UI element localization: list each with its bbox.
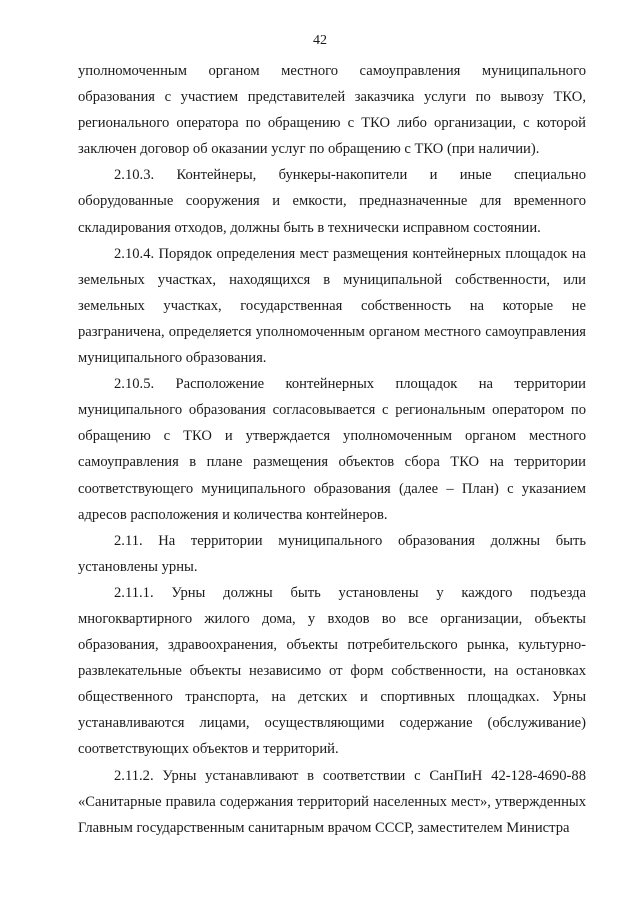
paragraph-2-10-4: 2.10.4. Порядок определения мест размещения контейнерных площадок на земельных участках, находящихся в муниципальной собственности, или земельных участках, государственная собственность на которые не разграничена, определяется уполномоченным органом местного самоуправления муниципального образования. — [78, 245, 586, 367]
paragraph-continuation: уполномоченным органом местного самоуправления муниципального образования с участием представителей заказчика услуги по вывозу ТКО, регионального оператора по обращению с ТКО либо организации, с которой заключен договор об оказании услуг по обращению с ТКО (при наличии). — [78, 63, 586, 158]
paragraph-2-11-2: 2.11.2. Урны устанавливают в соответствии с СанПиН 42-128-4690-88 «Санитарные правила содержания территорий населенных мест», утвержденных Главным государственным санитарным врачом СССР, заместителем Министра — [78, 767, 586, 836]
paragraph-2-11: 2.11. На территории муниципального образования должны быть установлены урны. — [78, 532, 586, 575]
paragraph-2-10-3: 2.10.3. Контейнеры, бункеры-накопители и иные специально оборудованные сооружения и емкости, предназначенные для временного складирования отходов, должны быть в технически исправном состоянии. — [78, 167, 586, 236]
page-number: 42 — [313, 33, 327, 48]
paragraph-2-11-1: 2.11.1. Урны должны быть установлены у каждого подъезда многоквартирного жилого дома, у входов во все организации, объекты образования, здравоохранения, объекты потребительского рынка, культурно-развлекательные объекты независимо от форм собственности, на остановках общественного транспорта, на детских и спортивных площадках. Урны устанавливаются лицами, осуществляющими содержание (обслуживание) соответствующих объектов и территорий. — [78, 584, 586, 758]
paragraph-2-10-5: 2.10.5. Расположение контейнерных площадок на территории муниципального образования согласовывается с региональным оператором по обращению с ТКО и утверждается уполномоченным органом местного самоуправления в плане размещения объектов сбора ТКО на территории соответствующего муниципального образования (далее – План) с указанием адресов расположения и количества контейнеров. — [78, 376, 586, 523]
document-body — [78, 58, 586, 841]
